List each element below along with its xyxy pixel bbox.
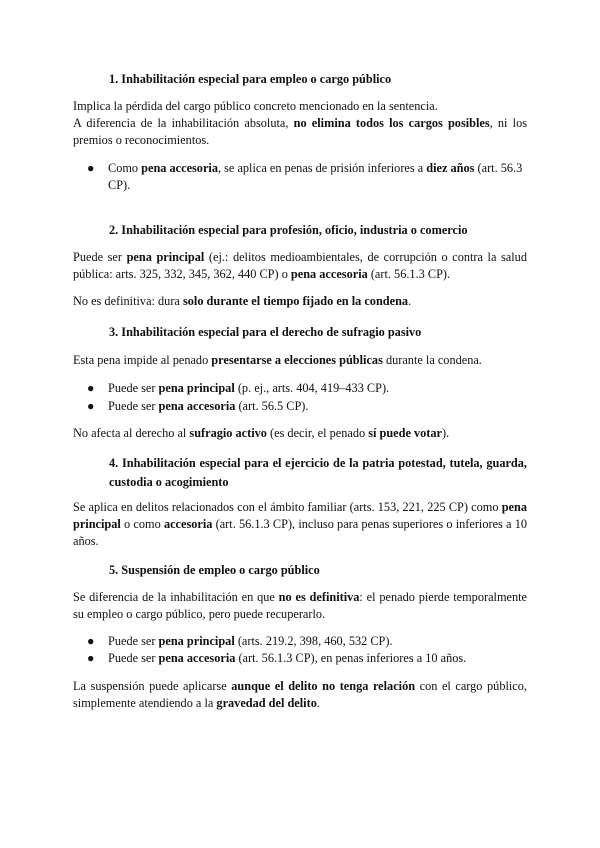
section-3-bullet-1: ● Puede ser pena principal (p. ej., arts. 404, 419–433 CP). [87, 381, 390, 395]
bullet-icon: ● [87, 634, 95, 648]
bullet-icon: ● [87, 651, 95, 665]
section-5-bullet-1: ● Puede ser pena principal (arts. 219.2, 398, 460, 532 CP). [87, 634, 393, 648]
section-4-heading: 4. Inhabilitación especial para el ejercicio de la patria potestad, tutela, guarda, custodia o acogimiento [109, 456, 527, 489]
section-5-bullet-2: ● Puede ser pena accesoria (art. 56.1.3 CP), en penas inferiores a 10 años. [87, 651, 467, 665]
bullet-icon: ● [87, 399, 95, 413]
section-1-bullet: ● Como pena accesoria, se aplica en penas de prisión inferiores a diez años (art. 56.3 CP). [87, 161, 523, 192]
section-3-bullet-2: ● Puede ser pena accesoria (art. 56.5 CP). [87, 399, 309, 413]
section-2-paragraph-1: Puede ser pena principal (ej.: delitos medioambientales, de corrupción o contra la salud pública: arts. 325, 332, 345, 362, 440 CP) o pena accesoria (art. 56.1.3 CP). [73, 250, 527, 281]
section-5-heading: 5. Suspensión de empleo o cargo público [109, 563, 320, 577]
section-1-heading: 1. Inhabilitación especial para empleo o cargo público [109, 72, 392, 86]
section-3-paragraph-1: Esta pena impide al penado presentarse a elecciones públicas durante la condena. [73, 353, 482, 367]
section-3-paragraph-2: No afecta al derecho al sufragio activo (es decir, el penado sí puede votar). [73, 426, 450, 440]
section-2-heading: 2. Inhabilitación especial para profesión, oficio, industria o comercio [109, 223, 468, 237]
section-2-paragraph-2: No es definitiva: dura solo durante el tiempo fijado en la condena. [73, 294, 412, 308]
section-3-heading: 3. Inhabilitación especial para el derecho de sufragio pasivo [109, 325, 422, 339]
section-1-paragraph-1: Implica la pérdida del cargo público concreto mencionado en la sentencia. A diferencia de la inhabilitación absoluta, no elimina todos los cargos posibles, ni los premios o reconocimientos. [73, 99, 528, 147]
bullet-icon: ● [87, 381, 95, 395]
bullet-icon: ● [87, 161, 95, 175]
section-5-paragraph-2: La suspensión puede aplicarse aunque el delito no tenga relación con el cargo público, simplemente atendiendo a la gravedad del delito. [73, 679, 527, 710]
section-4-paragraph-1: Se aplica en delitos relacionados con el ámbito familiar (arts. 153, 221, 225 CP) como pena principal o como accesoria (art. 56.1.3 CP), incluso para penas superiores o inferiores a 10 años. [73, 500, 527, 548]
section-5-paragraph-1: Se diferencia de la inhabilitación en que no es definitiva: el penado pierde temporalmente su empleo o cargo público, pero puede recuperarlo. [73, 590, 527, 621]
